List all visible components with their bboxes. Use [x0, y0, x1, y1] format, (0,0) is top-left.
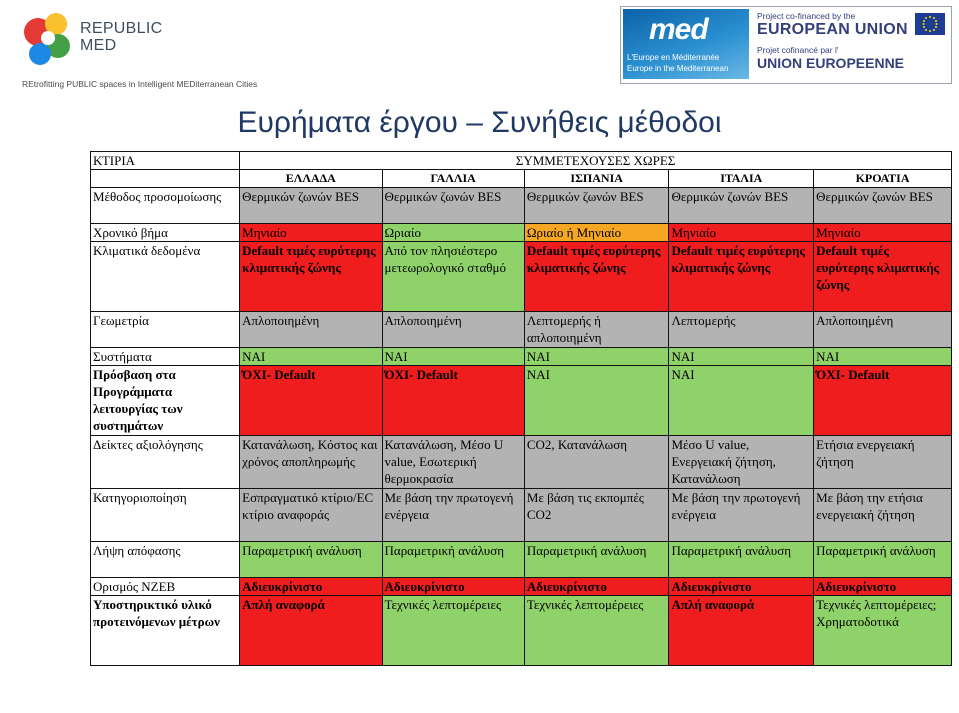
table-row [91, 596, 952, 666]
table-cell: ΌΧΙ- Default [240, 366, 382, 436]
table-cell: Ωριαίο ή Μηνιαίο [524, 224, 669, 242]
table-cell: Με βάση την πρωτογενή ενέργεια [382, 489, 524, 542]
row-label: Λήψη απόφασης [91, 542, 240, 578]
table-cell: Κατανάλωση, Μέσο U value, Εσωτερική θερμοκρασία [382, 436, 524, 489]
table-row [91, 348, 952, 366]
republic-med-mark-icon [18, 10, 78, 72]
row-label: Δείκτες αξιολόγησης [91, 436, 240, 489]
table-row [91, 188, 952, 224]
table-cell: Default τιμές ευρύτερης κλιματικής ζώνης [814, 242, 952, 312]
row-label: Μέθοδος προσομοίωσης [91, 188, 240, 224]
table-cell: Παραμετρική ανάλυση [240, 542, 382, 578]
table-row [91, 436, 952, 489]
table-cell: CO2, Κατανάλωση [524, 436, 669, 489]
table-cell: ΝΑΙ [524, 348, 669, 366]
table-cell: Τεχνικές λεπτομέρειες [524, 596, 669, 666]
table-cell: Παραμετρική ανάλυση [524, 542, 669, 578]
countries-group-header: ΣΥΜΜΕΤΕΧΟΥΣΕΣ ΧΩΡΕΣ [240, 152, 952, 170]
table-cell: Ετήσια ενεργειακή ζήτηση [814, 436, 952, 489]
table-cell: Κατανάλωση, Κόστος και χρόνος αποπληρωμής [240, 436, 382, 489]
table-cell: Default τιμές ευρύτερης κλιματικής ζώνης [669, 242, 814, 312]
table-cell: Απλή αναφορά [240, 596, 382, 666]
table-cell: Με βάση την ετήσια ενεργειακή ζήτηση [814, 489, 952, 542]
table-cell: ΝΑΙ [382, 348, 524, 366]
table-cell: Τεχνικές λεπτομέρειες; Χρηματοδοτικά [814, 596, 952, 666]
table-cell: Απλοποιημένη [814, 312, 952, 348]
countries-row-label [91, 170, 240, 188]
table-row [91, 542, 952, 578]
eu-med-programme-logo [620, 6, 952, 84]
republic-med-name [80, 20, 162, 54]
table-cell: Λεπτομερής [669, 312, 814, 348]
country-header: ΕΛΛΑΔΑ [240, 170, 382, 188]
table-cell: Αδιευκρίνιστο [240, 578, 382, 596]
table-cell: Μέσο U value, Ενεργειακή ζήτηση, Κατανάλωση [669, 436, 814, 489]
table-cell: Θερμικών ζωνών BES [814, 188, 952, 224]
country-header: ΓΑΛΛΙΑ [382, 170, 524, 188]
eu-flag-icon [915, 13, 945, 35]
table-row [91, 489, 952, 542]
table-cell: Θερμικών ζωνών BES [669, 188, 814, 224]
table-row [91, 242, 952, 312]
table-cell: Μηνιαίο [814, 224, 952, 242]
table-cell: Θερμικών ζωνών BES [240, 188, 382, 224]
table-header-row [91, 152, 952, 170]
eu-cofinance-line3: Projet cofinancé par l' [757, 45, 839, 55]
table-cell: Λεπτομερής ή απλοποιημένη [524, 312, 669, 348]
table-cell: Με βάση τις εκπομπές CO2 [524, 489, 669, 542]
eu-cofinance-line1: Project co-financed by the [757, 11, 856, 21]
table-row [91, 578, 952, 596]
row-label: Χρονικό βήμα [91, 224, 240, 242]
comparison-table [90, 151, 952, 666]
table-cell: Αδιευκρίνιστο [524, 578, 669, 596]
table-cell: ΝΑΙ [669, 348, 814, 366]
table-cell: ΝΑΙ [814, 348, 952, 366]
med-line-fr: L'Europe en Méditerranée [627, 53, 720, 62]
table-cell: Απλή αναφορά [669, 596, 814, 666]
med-line-en: Europe in the Mediterranean [627, 64, 729, 73]
table-cell: ΝΑΙ [240, 348, 382, 366]
row-label: Γεωμετρία [91, 312, 240, 348]
table-cell: Default τιμές ευρύτερης κλιματικής ζώνης [240, 242, 382, 312]
row-label: Πρόσβαση στα Προγράμματα λειτουργίας των συστημάτων [91, 366, 240, 436]
table-cell: ΌΧΙ- Default [814, 366, 952, 436]
table-cell: Παραμετρική ανάλυση [382, 542, 524, 578]
table-cell: Απλοποιημένη [382, 312, 524, 348]
row-label: Ορισμός NZEB [91, 578, 240, 596]
table-cell: Με βάση την πρωτογενή ενέργεια [669, 489, 814, 542]
slide-title: Ευρήματα έργου – Συνήθεις μέθοδοι [237, 106, 722, 139]
country-header: ΚΡΟΑΤΙΑ [814, 170, 952, 188]
table-row [91, 312, 952, 348]
table-row [91, 366, 952, 436]
republic-med-name-line1: REPUBLIC [80, 20, 163, 37]
table-cell: Παραμετρική ανάλυση [669, 542, 814, 578]
table-cell: Μηνιαίο [669, 224, 814, 242]
eu-cofinance-line2: EUROPEAN UNION [757, 21, 908, 38]
republic-med-logo [18, 10, 258, 100]
row-label: Κλιματικά δεδομένα [91, 242, 240, 312]
table-cell: Εσπραγματικό κτίριο/EC κτίριο αναφοράς [240, 489, 382, 542]
table-cell: ΝΑΙ [669, 366, 814, 436]
row-label: Συστήματα [91, 348, 240, 366]
table-cell: ΌΧΙ- Default [382, 366, 524, 436]
table-cell: Default τιμές ευρύτερης κλιματικής ζώνης [524, 242, 669, 312]
republic-med-tagline: REtrofitting PUBLIC spaces in Intelligent MEDiterranean Cities [22, 79, 258, 89]
table-cell: Αδιευκρίνιστο [669, 578, 814, 596]
table-cell: Μηνιαίο [240, 224, 382, 242]
table-cell: Απλοποιημένη [240, 312, 382, 348]
country-header: ΙΤΑΛΙΑ [669, 170, 814, 188]
republic-med-name-line2: MED [80, 37, 117, 54]
country-header: ΙΣΠΑΝΙΑ [524, 170, 669, 188]
row-label: Υποστηρικτικό υλικό προτεινόμενων μέτρων [91, 596, 240, 666]
corner-label: ΚΤΙΡΙΑ [91, 152, 240, 170]
table-cell: Τεχνικές λεπτομέρειες [382, 596, 524, 666]
med-word: med [649, 13, 708, 46]
row-label: Κατηγοριοποίηση [91, 489, 240, 542]
table-cell: Αδιευκρίνιστο [382, 578, 524, 596]
table-cell: Θερμικών ζωνών BES [382, 188, 524, 224]
table-cell: Ωριαίο [382, 224, 524, 242]
countries-row [91, 170, 952, 188]
table-cell: ΝΑΙ [524, 366, 669, 436]
eu-cofinance-line4: UNION EUROPEENNE [757, 55, 905, 71]
table-cell: Παραμετρική ανάλυση [814, 542, 952, 578]
table-row [91, 224, 952, 242]
table-cell: Αδιευκρίνιστο [814, 578, 952, 596]
table-cell: Θερμικών ζωνών BES [524, 188, 669, 224]
table-cell: Από τον πλησιέστερο μετεωρολογικό σταθμό [382, 242, 524, 312]
med-programme-badge [623, 9, 749, 79]
